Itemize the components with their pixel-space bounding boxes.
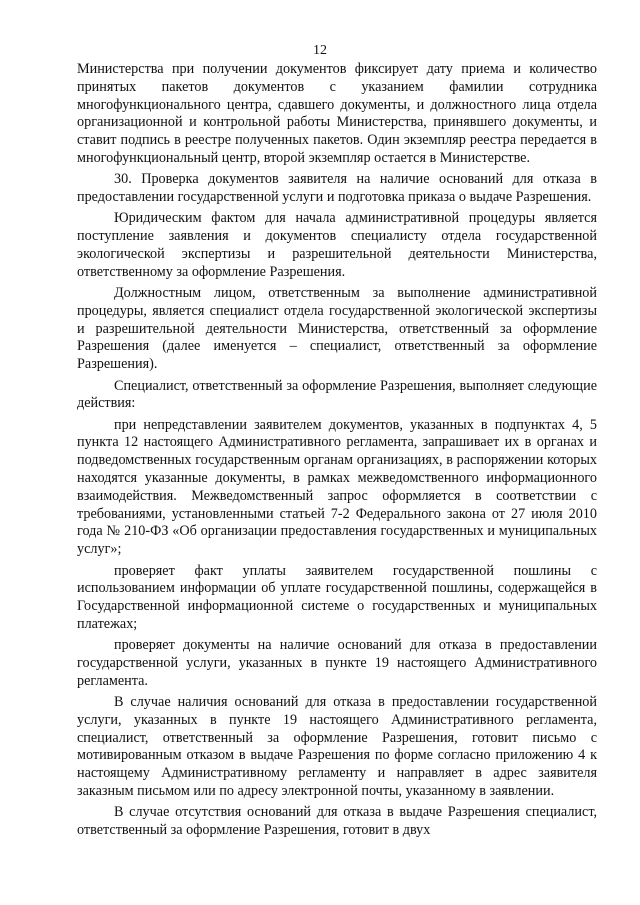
- paragraph-legal-fact: Юридическим фактом для начала административной процедуры является поступление заявления и документов специалисту отдела государственной экологической экспертизы и разрешительной деятельности Министерства, ответственному за оформление Разрешения.: [77, 210, 597, 280]
- document-body: [77, 61, 597, 840]
- paragraph-interagency-request: при непредставлении заявителем документов, указанных в подпунктах 4, 5 пункта 12 настоящего Административного регламента, запрашивает их в органах и подведомственных государственным органам организациях, в распоряжении которых находятся указанные документы, в рамках межведомственного информационного взаимодействия. Межведомственный запрос оформляется в соответствии с требованиями, установленными статьей 7-2 Федерального закона от 27 июля 2010 года № 210-ФЗ «Об организации предоставления государственных и муниципальных услуг»;: [77, 416, 597, 558]
- paragraph-section-30-heading: 30. Проверка документов заявителя на наличие оснований для отказа в предоставлении государственной услуги и подготовка приказа о выдаче Разрешения.: [77, 171, 597, 206]
- paragraph-no-refusal-case: В случае отсутствия оснований для отказа в выдаче Разрешения специалист, ответственный за оформление Разрешения, готовит в двух: [77, 804, 597, 839]
- page-number: 12: [313, 43, 327, 58]
- paragraph-specialist-actions: Специалист, ответственный за оформление Разрешения, выполняет следующие действия:: [77, 377, 597, 412]
- paragraph-grounds-check: проверяет документы на наличие оснований для отказа в предоставлении государственной услуги, указанных в пункте 19 настоящего Административного регламента.: [77, 637, 597, 689]
- paragraph-refusal-case: В случае наличия оснований для отказа в предоставлении государственной услуги, указанных в пункте 19 настоящего Административного регламента, специалист, ответственный за оформление Разрешения, готовит письмо с мотивированным отказом в выдаче Разрешения по форме согласно приложению 4 к настоящему Административному регламенту и направляет в адрес заявителя заказным письмом или по адресу электронной почты, указанному в заявлении.: [77, 694, 597, 800]
- paragraph-fee-check: проверяет факт уплаты заявителем государственной пошлины с использованием информации об уплате государственной пошлины, содержащейся в Государственной информационной системе о государственных и муниципальных платежах;: [77, 562, 597, 632]
- paragraph-responsible-official: Должностным лицом, ответственным за выполнение административной процедуры, является специалист отдела государственной экологической экспертизы и разрешительной деятельности Министерства, ответственный за оформление Разрешения (далее именуется – специалист, ответственный за оформление Разрешения).: [77, 285, 597, 373]
- paragraph-reception-registry: Министерства при получении документов фиксирует дату приема и количество принятых пакетов документов с указанием фамилии сотрудника многофункционального центра, сдавшего документы, и должностного лица отдела организационной и контрольной работы Министерства, принявшего документы, и ставит подпись в реестре полученных пакетов. Один экземпляр реестра передается в многофункциональный центр, второй экземпляр остается в Министерстве.: [77, 61, 597, 166]
